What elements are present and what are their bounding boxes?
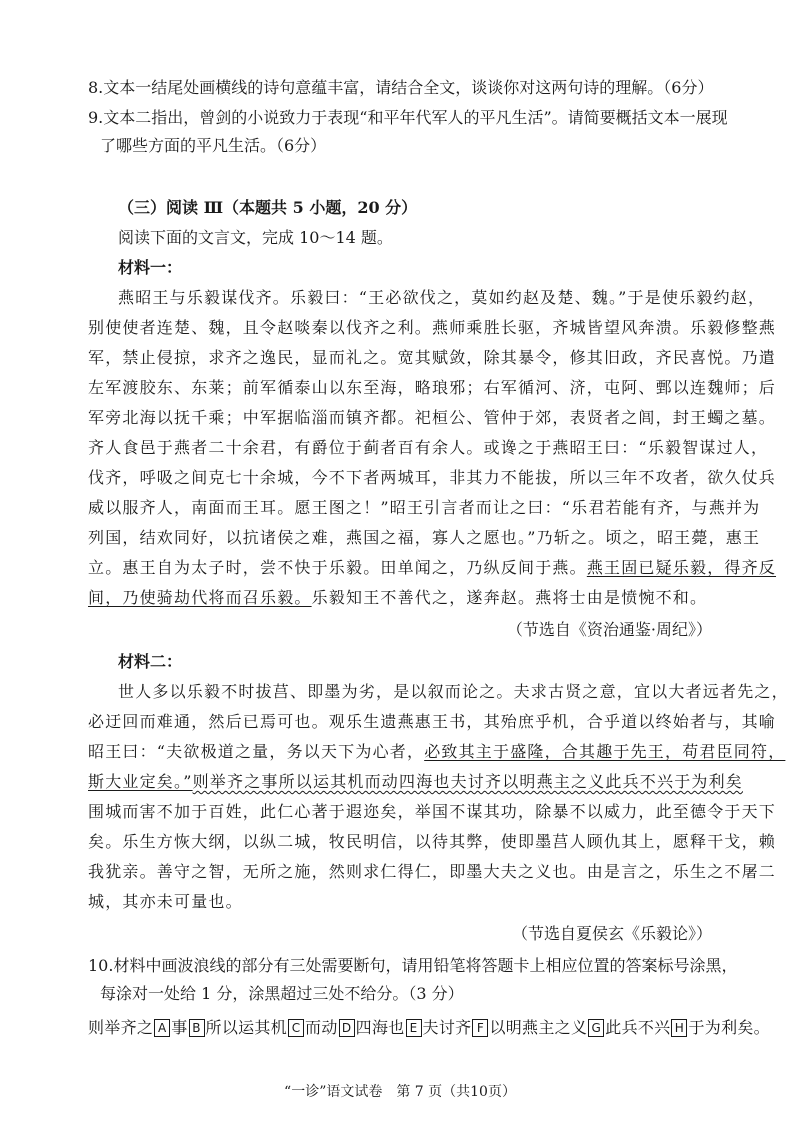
answer-option-line (88, 1018, 770, 1038)
segment-text: 则举齐之 (88, 1018, 154, 1037)
material-1-line: 军旁北海以抚千乘；中军据临淄而镇齐都。祀桓公、管仲于郊，表贤者之闾，封王蠋之墓。 (88, 408, 777, 427)
segment-text: 所以运其机 (205, 1018, 288, 1037)
answer-option-box[interactable]: A (154, 1019, 170, 1037)
answer-option-box[interactable]: D (339, 1019, 355, 1037)
material-1-line: 军，禁止侵掠，求齐之逸民，显而礼之。宽其赋敛，除其暴令，修其旧政，齐民喜悦。乃遣 (88, 348, 777, 367)
material-1-text: 立。惠王自为太子时，尝不快于乐毅。田单闻之，乃纵反间于燕。 (88, 558, 587, 577)
answer-option-box[interactable]: E (406, 1019, 422, 1037)
material-2-line (88, 742, 785, 762)
underlined-sentence: 间，乃使骑劫代将而召乐毅。 (88, 588, 312, 607)
question-8: 8.文本一结尾处画横线的诗句意蕴丰富，请结合全文，谈谈你对这两句诗的理解。（6分） (88, 78, 714, 97)
section-intro: 阅读下面的文言文，完成 10～14 题。 (118, 228, 393, 247)
material-1-line: 威以服齐人，南面而王耳。愿王图之！”昭王引言者而让之曰：“乐君若能有齐，与燕并为 (88, 498, 761, 517)
material-2-text: 昭王曰：“夫欲极道之量，务以天下为心者， (88, 742, 425, 761)
material-1-line: 列国，结欢同好，以抗诸侯之难，燕国之福，寡人之愿也。”乃斩之。顷之，昭王薨，惠王 (88, 528, 761, 547)
material-1-label: 材料一： (118, 258, 183, 277)
page-footer: “一诊”语文试卷 第 7 页（共10页） (284, 1084, 516, 1100)
material-1-line (88, 588, 707, 608)
segment-text: 事 (171, 1018, 188, 1037)
question-9-line-1: 9.文本二指出，曾剑的小说致力于表现“和平年代军人的平凡生活”。请简要概括文本一展现 (88, 108, 728, 127)
material-1-line: 左军渡胶东、东莱；前军循泰山以东至海，略琅邪；右军循河、济，屯阿、鄄以连魏师；后 (88, 378, 777, 397)
segment-text: 于为利矣。 (688, 1018, 770, 1037)
question-10-line-2: 每涂对一处给 1 分，涂黑超过三处不给分。（3 分） (100, 984, 464, 1003)
material-1-text: 乐毅知王不善代之，遂奔赵。燕将士由是愤惋不和。 (311, 588, 708, 607)
material-2-line: 城，其亦未可量也。 (88, 892, 243, 911)
underlined-sentence: 斯大业定矣。” (88, 772, 193, 791)
material-2-line: 我犹亲。善守之智，无所之施，然则求仁得仁，即墨大夫之义也。由是言之，乐生之不屠二 (88, 862, 777, 881)
underlined-sentence: 燕王固已疑乐毅，得齐反 (586, 558, 777, 577)
material-2-line: 必迂回而难通，然后已焉可也。观乐生遗燕惠王书，其殆庶乎机，合乎道以终始者与，其喻 (88, 712, 777, 731)
question-10-line-1: 10.材料中画波浪线的部分有三处需要断句，请用铅笔将答题卡上相应位置的答案标号涂黑， (88, 956, 738, 975)
segment-text: 夫讨齐 (422, 1018, 472, 1037)
answer-option-box[interactable]: C (288, 1019, 304, 1037)
material-1-line (88, 558, 776, 578)
section-title: （三）阅读 Ⅲ（本题共 5 小题，20 分） (118, 198, 418, 217)
material-2-line (88, 772, 743, 792)
material-2-label: 材料二： (118, 652, 183, 671)
material-1-line: 别使使者连楚、魏，且令赵啖秦以伐齐之利。燕师乘胜长驱，齐城皆望风奔溃。乐毅修整燕 (88, 318, 777, 337)
underlined-sentence: 必致其主于盛隆，合其趣于先王，苟君臣同符， (424, 742, 786, 761)
question-9-line-2: 了哪些方面的平凡生活。（6分） (100, 136, 327, 155)
material-1-source: （节选自《资治通鉴·周纪》） (506, 620, 712, 639)
answer-option-box[interactable]: B (189, 1019, 205, 1037)
answer-option-box[interactable]: F (472, 1019, 488, 1037)
segment-text: 四海也 (355, 1018, 405, 1037)
material-1-line: 伐齐，呼吸之间克七十余城，今不下者两城耳，非其力不能拔，所以三年不攻者，欲久仗兵 (88, 468, 777, 487)
segment-text: 而动 (305, 1018, 338, 1037)
material-2-line: 矣。乐生方恢大纲，以纵二城，牧民明信，以待其弊，使即墨莒人顾仇其上，愿释干戈，赖 (88, 832, 777, 851)
material-1-line: 燕昭王与乐毅谋伐齐。乐毅曰：“王必欲伐之，莫如约赵及楚、魏。”于是使乐毅约赵， (118, 288, 766, 307)
material-2-source: （节选自夏侯玄《乐毅论》） (511, 924, 712, 943)
answer-option-box[interactable]: G (588, 1019, 604, 1037)
material-2-line: 世人多以乐毅不时拔莒、即墨为劣，是以叙而论之。夫求古贤之意，宜以大者远者先之， (118, 682, 789, 701)
segment-text: 此兵不兴 (605, 1018, 671, 1037)
answer-option-box[interactable]: H (671, 1019, 687, 1037)
material-1-line: 齐人食邑于燕者二十余君，有爵位于蓟者百有余人。或谗之于燕昭王曰：“乐毅智谋过人， (88, 438, 769, 457)
material-2-line: 围城而害不加于百姓，此仁心著于遐迩矣，举国不谋其功，除暴不以威力，此至德令于天下 (88, 802, 777, 821)
segment-text: 以明燕主之义 (489, 1018, 588, 1037)
wavy-underlined-sentence: 则举齐之事所以运其机而动四海也夫讨齐以明燕主之义此兵不兴于为利矣 (192, 772, 743, 791)
